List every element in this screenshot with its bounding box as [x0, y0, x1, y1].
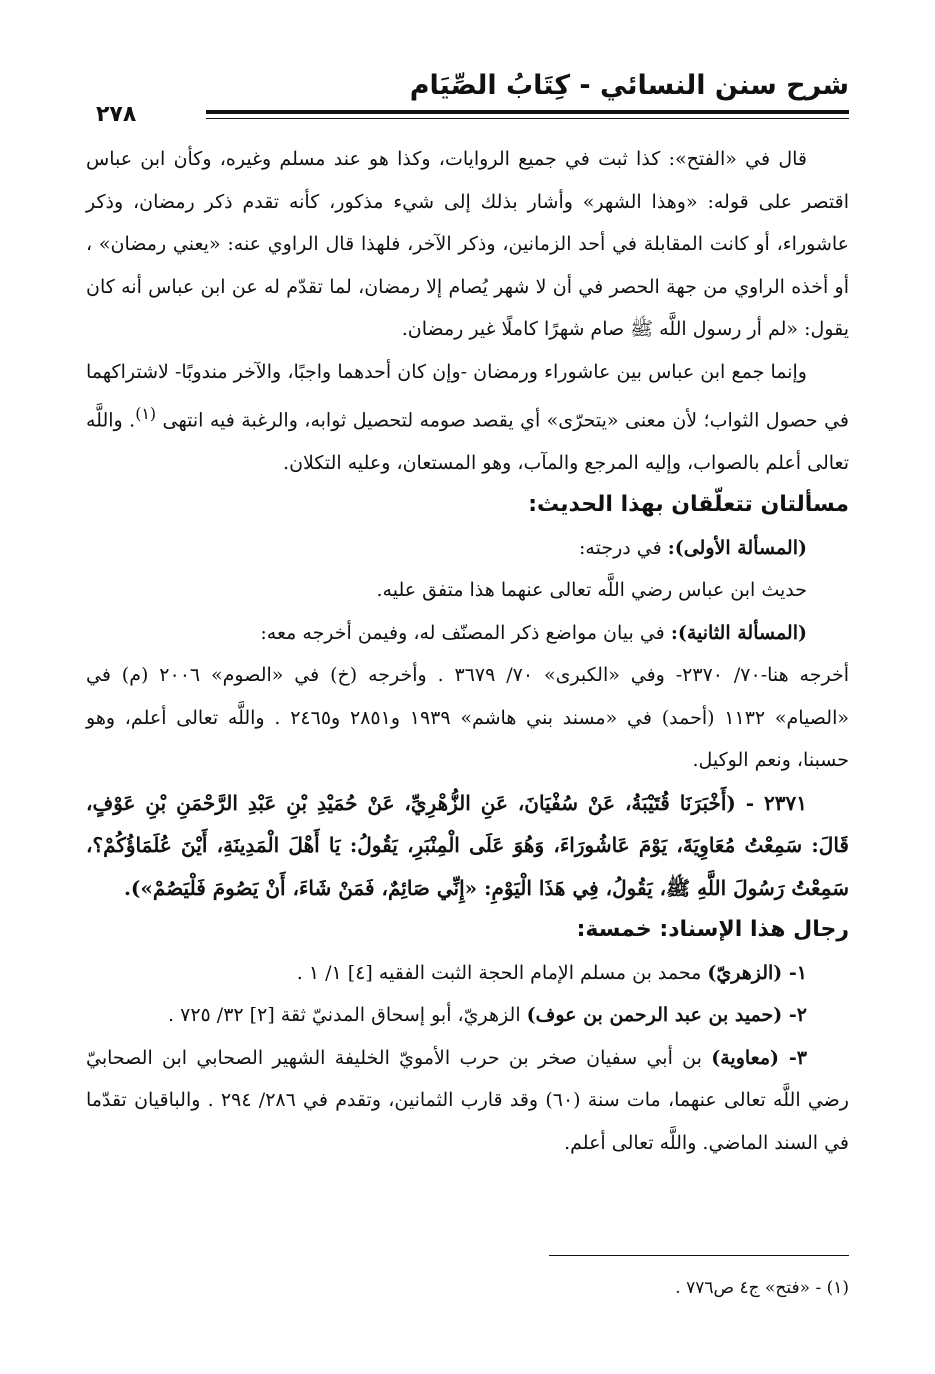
footnote	[675, 1278, 849, 1298]
page-header	[86, 62, 849, 127]
issue-1-text: في درجته:	[579, 536, 668, 559]
issue-1	[86, 527, 849, 570]
header-rule-thin	[206, 118, 849, 119]
main-text	[86, 138, 849, 1164]
narrator-3	[86, 1037, 849, 1165]
narrator-2-text: الزهريّ، أبو إسحاق المدنيّ ثقة [٢] ٣٢/ ٧٢٥ .	[168, 1004, 527, 1027]
header-rule-thick	[206, 110, 849, 114]
narrator-2-label: ٢- (حميد بن عبد الرحمن بن عوف)	[526, 1004, 807, 1027]
issue-2-body: أخرجه هنا-٧٠/ ٢٣٧٠- وفي «الكبرى» ٧٠/ ٣٦٧٩ . وأخرجه (خ) في «الصوم» ٢٠٠٦ (م) في «الصيام» ١١٣٢ (أحمد) في «مسند بني هاشم» ١٩٣٩ و٢٨٥١ و٢٤٦٥ . واللَّه تعالى أعلم، وهو حسبنا، ونعم الوكيل.	[86, 664, 849, 772]
narrator-1-text: محمد بن مسلم الإمام الحجة الثبت الفقيه [٤] ١/ ١ .	[296, 961, 708, 984]
paragraph-2-text: وإنما جمع ابن عباس بين عاشوراء ورمضان -وإن كان أحدهما واجبًا، والآخر مندوبًا- لاشتراكهما في حصول الثواب؛ لأن معنى «يتحرّى» أي يقصد صومه لتحصيل ثوابه، والرغبة فيه انتهى	[86, 360, 849, 432]
narrator-1-label: ١- (الزهريّ)	[707, 961, 807, 984]
footnote-rule	[549, 1255, 849, 1256]
narrator-3-text: بن أبي سفيان صخر بن حرب الأمويّ الخليفة الشهير الصحابي ابن الصحابيّ رضي اللَّه تعالى عنهما، مات سنة (٦٠) وقد قارب الثمانين، وتقدم في ٢٨٦/ ٢٩٤ . والباقيان تقدّما في السند الماضي. واللَّه تعالى أعلم.	[86, 1046, 849, 1154]
paragraph-2	[86, 351, 849, 485]
issue-2	[86, 612, 849, 655]
footnote-number: (١) -	[815, 1278, 849, 1298]
page-number: ٢٧٨	[96, 102, 137, 127]
narrator-3-label: ٣- (معاوية)	[711, 1046, 807, 1069]
issue-1-body: حديث ابن عباس رضي اللَّه تعالى عنهما هذا متفق عليه.	[376, 579, 807, 602]
narrator-1	[86, 952, 849, 995]
book-title: شرح سنن النسائي - كِتَابُ الصِّيَام	[409, 70, 849, 101]
section-heading-2: رجال هذا الإسناد: خمسة:	[576, 917, 849, 943]
footnote-text: «فتح» ج٤ ص٧٧٦ .	[675, 1278, 816, 1298]
paragraph-2-end: . واللَّه تعالى أعلم بالصواب، وإليه المرجع والمآب، وهو المستعان، وعليه التكلان.	[86, 409, 849, 474]
hadith-text: ٢٣٧١ - (أَخْبَرَنَا قُتَيْبَةُ، عَنْ سُفْيَانَ، عَنِ الزُّهْرِيِّ، عَنْ حُمَيْدِ بْنِ عَبْدِ الرَّحْمَنِ بْنِ عَوْفٍ، قَالَ: سَمِعْتُ مُعَاوِيَةَ، يَوْمَ عَاشُورَاءَ، وَهُوَ عَلَى الْمِنْبَرِ، يَقُولُ: يَا أَهْلَ الْمَدِينَةِ، أَيْنَ عُلَمَاؤُكُمْ؟، سَمِعْتُ رَسُولَ اللَّهِ ﷺ، يَقُولُ، فِي هَذَا الْيَوْمِ: «إِنِّي صَائِمٌ، فَمَنْ شَاءَ، أَنْ يَصُومَ فَلْيَصُمْ»).	[86, 790, 849, 900]
paragraph-1: قال في «الفتح»: كذا ثبت في جميع الروايات، وكذا هو عند مسلم وغيره، وكأن ابن عباس اقتصر على قوله: «وهذا الشهر» وأشار بذلك إلى شيء مذكور، كأنه تقدم ذكر رمضان، وذكر عاشوراء، أو كانت المقابلة في أحد الزمانين، وذكر الآخر، فلهذا قال الراوي عنه: «يعني رمضان» ، أو أخذه الراوي من جهة الحصر في أن لا شهر يُصام إلا رمضان، لما تقدّم له عن ابن عباس أنه كان يقول: «لم أر رسول اللَّه ﷺ صام شهرًا كاملًا غير رمضان.	[86, 148, 849, 340]
narrator-2	[86, 994, 849, 1037]
section-heading-1: مسألتان تتعلّقان بهذا الحديث:	[528, 492, 849, 518]
footnote-ref: (١)	[135, 404, 157, 423]
issue-1-label: (المسألة الأولى):	[667, 536, 807, 559]
issue-2-label: (المسألة الثانية):	[670, 621, 807, 644]
issue-2-text: في بيان مواضع ذكر المصنّف له، وفيمن أخرجه معه:	[260, 621, 671, 644]
